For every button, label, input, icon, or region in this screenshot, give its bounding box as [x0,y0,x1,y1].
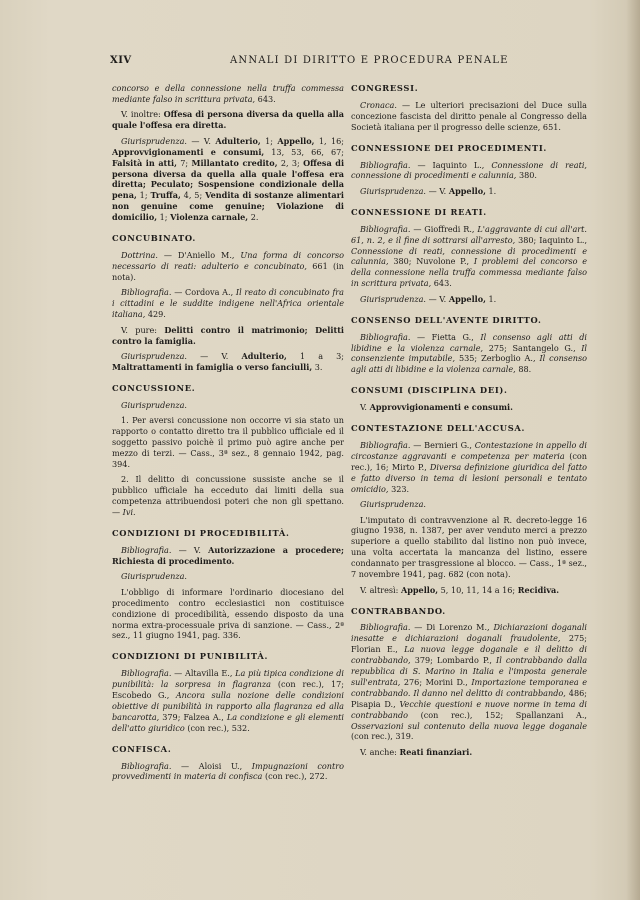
entry-paragraph: Cronaca. — Le ulteriori precisazioni del Duce sulla concezione fascista del diritto penale al Congresso della Società italiana per il progresso delle scienze, 651. [351,99,588,132]
entry-paragraph: Bibliografia. — Fietta G., Il consenso agli atti di libidine e la violenza carnale, 275; Santangelo G., Il consenziente imputabile, 535; Zerboglio A., Il consenso agli atti di libidine e la violenza carnale, 88. [351,331,588,375]
entry-paragraph: Bibliografia. — Iaquinto L., Connessione di reati, connessione di procedimenti e calunnia, 380. [351,159,587,181]
entry-paragraph: Giurisprudenza. [121,571,187,582]
journal-title: ANNALI DI DIRITTO E PROCEDURA PENALE [230,55,509,66]
running-head [110,55,630,69]
entry-paragraph: L'imputato di contravvenzione al R. decreto-legge 16 giugno 1938, n. 1387, per aver venduto merci a prezzo superiore a quello stabilito dal listino non può invece, una volta accertata la mancanza del listino, essere condannato per trasgressione al blocco. — Cass., 1ª sez., 7 novembre 1941, pag. 682 (con nota). [351,514,587,580]
entry-paragraph: V. inoltre: Offesa di persona diversa da quella alla quale l'offesa era diretta. [112,109,344,131]
page-edge-shadow [626,0,640,900]
section-heading: CONSENSO DELL'AVENTE DIRITTO. [351,314,542,325]
entry-paragraph: Bibliografia. — Cordova A., Il reato di concubinato fra i cittadini e le suddite indigene nell'Africa orientale italiana, 429. [112,287,345,320]
entry-paragraph: Giurisprudenza. — V. Appello, 1. [360,185,497,196]
section-heading: CONCUBINATO. [112,233,196,244]
section-heading: CONFISCA. [112,743,172,754]
entry-paragraph: Bibliografia. — Di Lorenzo M., Dichiarazioni doganali inesatte e dichiarazioni doganali fraudolente, 275; Florian E., La nuova legge doganale e il delitto di contrabbando, 379; Lombardo P., Il contrabbando dalla repubblica di S. Marino in Italia e l'imposta generale sull'entrata, 276; Morini D., Importazione temporanea e contrabbando. Il danno nel delitto di contrabbando, 486; Pisapia D., Vecchie questioni e nuove norme in tema di contrabbando (con rec.), 152; Spallanzani A., Osservazioni sul contenuto della nuova legge doganale (con rec.), 319. [351,622,588,742]
entry-paragraph: Giurisprudenza. — V. Adulterio, 1; Appello, 1, 16; Approvvigionamenti e consumi, 13, 53, 66, 67; Falsità in atti, 7; Millantato credito, 2, 3; Offesa di persona diversa da quella alla quale l'offesa era diretta; Peculato; Sospensione condizionale della pena, 1; Truffa, 4, 5; Vendita di sostanze alimentari non genuine come genuine; Violazione di domicilio, 1; Violenza carnale, 2. [112,135,345,223]
entry-paragraph: Dottrina. — D'Aniello M., Una forma di concorso necessario di reati: adulterio e concubinato, 661 (in nota). [112,249,344,282]
left-column [112,83,344,787]
section-heading: CONNESSIONE DEI PROCEDIMENTI. [351,142,548,153]
page-number: XIV [110,55,132,66]
entry-paragraph: Bibliografia. — Bernieri G., Contestazione in appello di circostanze aggravanti e competenza per materia (con rec.), 16; Mirto P., Diversa definizione giuridica del fatto e fatto diverso in tema di lesioni personali e tentato omicidio, 323. [351,439,587,494]
section-heading: CONTRABBANDO. [351,605,446,616]
entry-paragraph: Bibliografia. — V. Autorizzazione a procedere; Richiesta di procedimento. [112,544,344,566]
entry-paragraph: Giurisprudenza. — V. Adulterio, 1 a 3; Maltrattamenti in famiglia o verso fanciulli, 3. [112,351,345,372]
entry-paragraph: V. Approvvigionamenti e consumi. [360,402,513,413]
entry-paragraph: L'obbligo di informare l'ordinario diocesiano del procedimento contro ecclesiastici non costituisce condizione di procedibilità, essendo disposto da una norma extra-processuale priva di sanzione. — Cass., 2ª sez., 11 giugno 1941, pag. 336. [112,586,344,641]
section-heading: CONGRESSI. [351,83,419,93]
entry-paragraph: Giurisprudenza. [360,499,426,510]
section-heading: CONDIZIONI DI PROCEDIBILITÀ. [112,527,290,538]
entry-paragraph: V. pure: Delitti contro il matrimonio; Delitti contro la famiglia. [112,324,345,346]
entry-paragraph: Giurisprudenza. [121,399,187,410]
entry-paragraph: 2. Il delitto di concussione sussiste anche se il pubblico ufficiale ha ecceduto dai limiti della sua competenza attribuendosi poteri che non gli spettano. — Ivi. [112,474,344,518]
entry-paragraph: Bibliografia. — Aloisi U., Impugnazioni contro provvedimenti in materia di confisca (con rec.), 272. [112,760,344,782]
right-column [351,83,587,762]
entry-paragraph: V. anche: Reati finanziari. [360,746,473,757]
entry-paragraph: Bibliografia. — Gioffredi R., L'aggravante di cui all'art. 61, n. 2, e il fine di sottrarsi all'arresto, 380; Iaquinto L., Connessione di reati, connessione di procedimenti e calunnia, 380; Nuvolone P., I problemi del concorso e della connessione nella truffa commessa mediante falso in scrittura privata, 643. [351,223,588,289]
section-heading: CONSUMI (DISCIPLINA DEI). [351,385,508,396]
entry-paragraph: 1. Per aversi concussione non occorre vi sia stato un rapporto o contatto diretto tra il pubblico ufficiale ed il soggetto passivo poichè il primo può agire anche per mezzo di terzi. — Cass., 3ª sez., 8 gennaio 1942, pag. 394. [112,415,344,469]
entry-paragraph: Bibliografia. — Altavilla E., La più tipica condizione di punibilità: la sorpresa in flagranza (con rec.), 17; Escobedo G., Ancora sulla nozione delle condizioni obiettive di punibilità in rapporto alla flagranza ed alla bancarotta, 379; Falzea A., La condizione e gli elementi dell'atto giuridico (con rec.), 532. [112,668,345,733]
entry-paragraph: concorso e della connessione nella truffa commessa mediante falso in scrittura privata, 643. [112,83,344,104]
section-heading: CONNESSIONE DI REATI. [351,206,487,217]
section-heading: CONCUSSIONE. [112,382,196,393]
entry-paragraph: V. altresì: Appello, 5, 10, 11, 14 a 16; Recidiva. [360,584,560,595]
section-heading: CONDIZIONI DI PUNIBILITÀ. [112,651,269,662]
section-heading: CONTESTAZIONE DELL'ACCUSA. [351,423,526,434]
entry-paragraph: Giurisprudenza. — V. Appello, 1. [360,293,497,304]
